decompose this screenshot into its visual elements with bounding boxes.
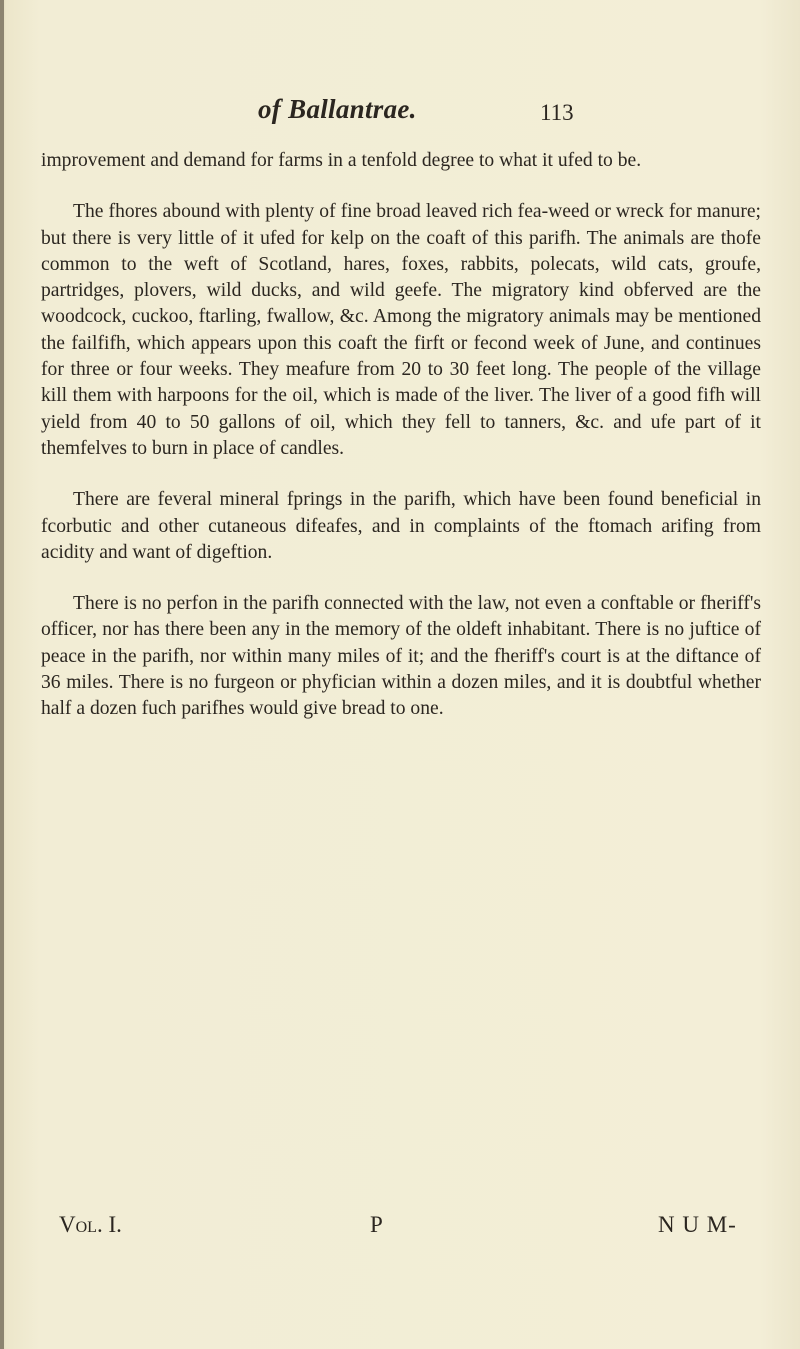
paragraph-shores-animals: The fhores abound with plenty of fine broad leaved rich fea-weed or wreck for manure; but there is very little of it ufed for kelp on the coaft of this parifh. The animals are thofe common to the weft of Scotland, hares, foxes, rabbits, polecats, wild cats, groufe, partridges, plovers, wild ducks, and wild geefe. The migratory kind obferved are the woodcock, cuckoo, ftarling, fwallow, &c. Among the migratory animals may be mentioned the failfifh, which appears upon this coaft the firft or fecond week of June, and continues for three or four weeks. They meafure from 20 to 30 feet long. The people of the village kill them with harpoons for the oil, which is made of the liver. The liver of a good fifh will yield from 40 to 50 gallons of oil, which they fell to tanners, &c. and ufe part of it themfelves to burn in place of candles. [41,201,761,459]
paragraph-mineral-springs: There are feveral mineral fprings in the parifh, which have been found beneficial in fcorbutic and other cutaneous difeafes, and in complaints of the ftomach arifing from acidity and want of digeftion. [41,489,761,563]
catchword: N U M- [658,1212,737,1237]
binding-edge [0,0,4,1349]
volume-label: Vol. I. [59,1212,122,1237]
body-text [41,148,761,748]
page-header [0,94,800,138]
page-number: 113 [540,100,574,125]
page-footer [0,1212,800,1246]
paragraph-continuation: improvement and demand for farms in a tenfold degree to what it ufed to be. [41,150,642,171]
paragraph-law-and-physician: There is no perfon in the parifh connected with the law, not even a conftable or fheriff's officer, nor has there been any in the memory of the oldeft inhabitant. There is no juftice of peace in the parifh, nor within many miles of it; and the fheriff's court is at the diftance of 36 miles. There is no furgeon or phyfician within a dozen miles, and it is doubtful whether half a dozen fuch parifhes would give bread to one. [41,593,761,720]
signature-mark: P [370,1212,383,1237]
running-title: of Ballantrae. [258,94,417,124]
